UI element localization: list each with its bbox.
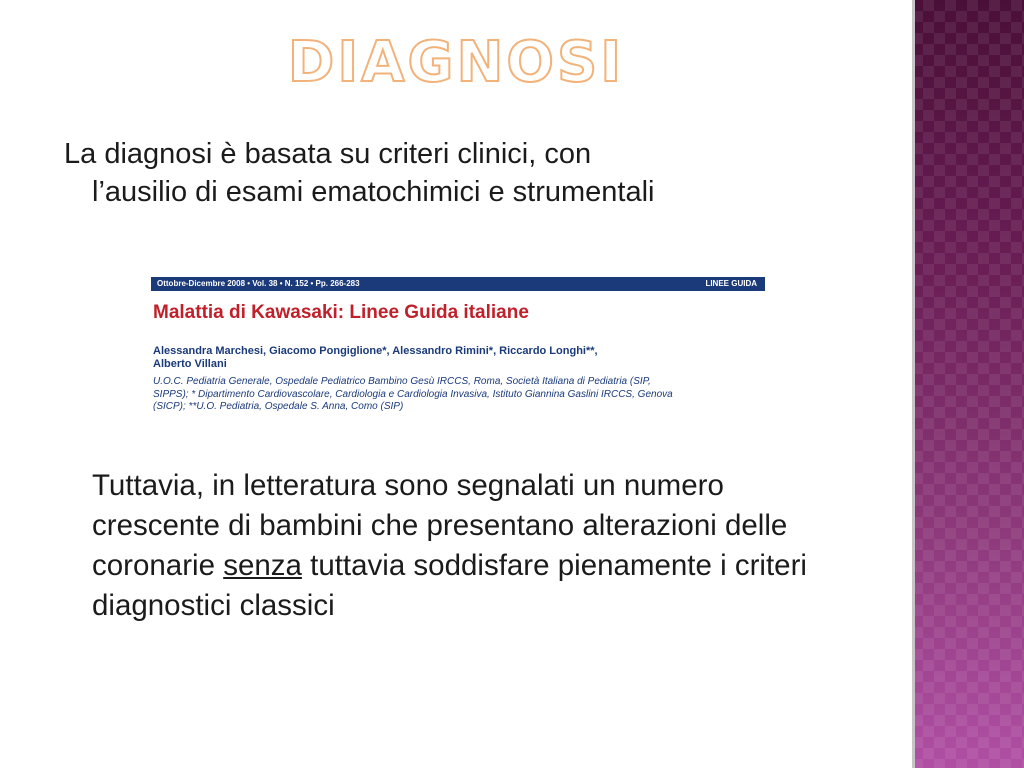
affiliation-line-3: (SICP); **U.O. Pediatria, Ospedale S. Anna, Como (SIP) bbox=[153, 401, 404, 412]
journal-header-bar bbox=[151, 277, 765, 291]
article-title: Malattia di Kawasaki: Linee Guida italiane bbox=[153, 302, 529, 323]
affiliation-line-2: SIPPS); * Dipartimento Cardiovascolare, Cardiologia e Cardiologia Invasiva, Istituto Giannina Gaslini IRCCS, Genova bbox=[153, 388, 673, 400]
note-text-before: Tuttavia, in letteratura sono segnalati un numero crescente di bambini che presentano alterazioni delle coronarie bbox=[92, 469, 788, 582]
authors-line-1: Alessandra Marchesi, Giacomo Pongiglione*, Alessandro Rimini*, Riccardo Longhi**, bbox=[153, 345, 598, 357]
intro-line-2: l’ausilio di esami ematochimici e strumentali bbox=[92, 176, 655, 208]
article-authors bbox=[153, 345, 763, 371]
side-band-edge bbox=[912, 0, 915, 768]
journal-section-label: LINEE GUIDA bbox=[705, 279, 757, 288]
intro-line-1: La diagnosi è basata su criteri clinici, con bbox=[64, 138, 592, 170]
affiliation-line-1: U.O.C. Pediatria Generale, Ospedale Pediatrico Bambino Gesù IRCCS, Roma, Società Italiana di Pediatria (SIP, bbox=[153, 376, 651, 387]
note-text-after: tuttavia soddisfare pienamente i criteri diagnostici classici bbox=[92, 549, 807, 622]
article-affiliations bbox=[153, 376, 763, 414]
journal-clipping-image bbox=[151, 277, 765, 419]
intro-paragraph bbox=[64, 135, 854, 211]
slide-title: DIAGNOSI bbox=[287, 30, 625, 95]
note-underlined-word: senza bbox=[223, 549, 302, 582]
decorative-side-band bbox=[912, 0, 1024, 768]
note-paragraph bbox=[92, 466, 852, 626]
authors-line-2: Alberto Villani bbox=[153, 358, 227, 370]
journal-issue-info: Ottobre-Dicembre 2008 • Vol. 38 • N. 152 • Pp. 266-283 bbox=[157, 279, 360, 288]
